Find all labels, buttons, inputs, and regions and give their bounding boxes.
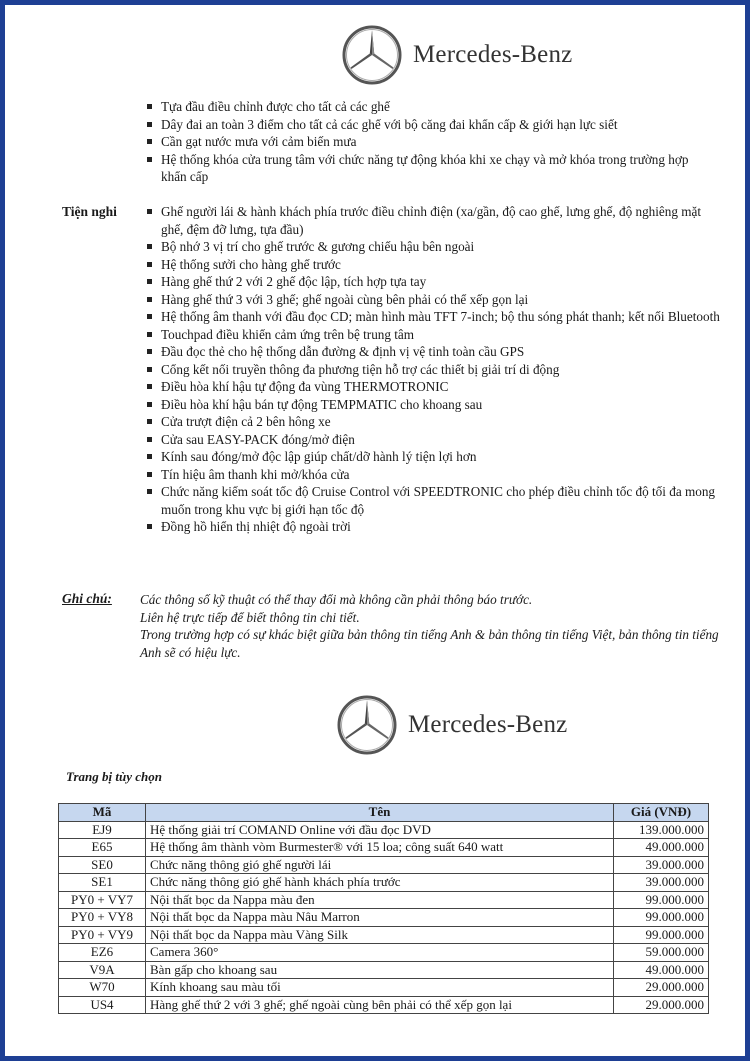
list-item	[147, 396, 722, 414]
header-code: Mã	[59, 804, 146, 822]
mercedes-star-icon	[341, 24, 403, 86]
cell-code: V9A	[59, 961, 146, 979]
list-item	[147, 151, 717, 186]
table-header-row	[59, 804, 709, 822]
list-item	[147, 98, 717, 116]
table-row	[59, 856, 709, 874]
list-item	[147, 133, 717, 151]
list-item-text: Điều hòa khí hậu tự động đa vùng THERMOTRONIC	[161, 379, 449, 394]
square-bullet-icon	[147, 139, 152, 144]
list-item	[147, 291, 722, 309]
safety-list	[147, 98, 717, 186]
note-body	[140, 591, 720, 661]
cell-name: Chức năng thông gió ghế người lái	[146, 856, 614, 874]
square-bullet-icon	[147, 419, 152, 424]
table-row	[59, 891, 709, 909]
list-item-text: Cổng kết nối truyền thông đa phương tiện hỗ trợ các thiết bị giải trí di động	[161, 361, 560, 377]
square-bullet-icon	[147, 367, 152, 372]
list-item-text: Kính sau đóng/mở độc lập giúp chất/dỡ hành lý tiện lợi hơn	[161, 449, 477, 464]
list-item	[147, 518, 722, 536]
options-table-body	[59, 821, 709, 1014]
header-price: Giá (VNĐ)	[614, 804, 709, 822]
list-item	[147, 413, 722, 431]
mercedes-star-icon	[336, 694, 398, 756]
list-item-text: Tựa đầu điều chỉnh được cho tất cả các ghế	[161, 99, 390, 114]
square-bullet-icon	[147, 332, 152, 337]
table-row	[59, 961, 709, 979]
cell-code: PY0 + VY7	[59, 891, 146, 909]
cell-price: 99.000.000	[614, 926, 709, 944]
square-bullet-icon	[147, 402, 152, 407]
table-row	[59, 979, 709, 997]
list-item	[147, 431, 722, 449]
list-item-text: Cần gạt nước mưa với cảm biến mưa	[161, 134, 357, 149]
cell-price: 29.000.000	[614, 979, 709, 997]
list-item	[147, 466, 722, 484]
cell-name: Hệ thống âm thành vòm Burmester® với 15 loa; công suất 640 watt	[146, 839, 614, 857]
list-item-text: Hệ thống âm thanh với đầu đọc CD; màn hình màu TFT 7-inch; bộ thu sóng phát thanh; kết nối Bluetooth	[161, 309, 720, 324]
list-item-text: Touchpad điều khiển cảm ứng trên bệ trung tâm	[161, 326, 415, 342]
comfort-list	[147, 203, 722, 536]
cell-code: PY0 + VY8	[59, 909, 146, 927]
list-item-text: Đồng hồ hiển thị nhiệt độ ngoài trời	[161, 519, 351, 534]
cell-code: SE0	[59, 856, 146, 874]
cell-code: E65	[59, 839, 146, 857]
cell-price: 49.000.000	[614, 839, 709, 857]
list-item	[147, 256, 722, 274]
cell-code: PY0 + VY9	[59, 926, 146, 944]
square-bullet-icon	[147, 122, 152, 127]
cell-price: 49.000.000	[614, 961, 709, 979]
cell-price: 29.000.000	[614, 996, 709, 1014]
list-item-text: Bộ nhớ 3 vị trí cho ghế trước & gương chiếu hậu bên ngoài	[161, 239, 475, 254]
square-bullet-icon	[147, 384, 152, 389]
square-bullet-icon	[147, 244, 152, 249]
brand-name: Mercedes-Benz	[413, 41, 573, 68]
list-item	[147, 238, 722, 256]
list-item	[147, 448, 722, 466]
square-bullet-icon	[147, 454, 152, 459]
list-item-text: Điều hòa khí hậu bán tự động TEMPMATIC cho khoang sau	[161, 396, 483, 412]
cell-name: Nội thất bọc da Nappa màu Nâu Marron	[146, 909, 614, 927]
table-row	[59, 874, 709, 892]
cell-code: EZ6	[59, 944, 146, 962]
cell-name: Camera 360°	[146, 944, 614, 962]
note-line: Liên hệ trực tiếp để biết thông tin chi tiết.	[140, 609, 360, 625]
square-bullet-icon	[147, 349, 152, 354]
options-title: Trang bị tùy chọn	[66, 769, 162, 784]
square-bullet-icon	[147, 437, 152, 442]
note-line: Trong trường hợp có sự khác biệt giữa bản thông tin tiếng Anh & bản thông tin tiếng Việt, bản thông tin tiếng Anh sẽ có hiệu lực.	[140, 627, 719, 660]
cell-name: Kính khoang sau màu tối	[146, 979, 614, 997]
list-item	[147, 326, 722, 344]
square-bullet-icon	[147, 524, 152, 529]
square-bullet-icon	[147, 489, 152, 494]
square-bullet-icon	[147, 314, 152, 319]
list-item-text: Cửa sau EASY-PACK đóng/mở điện	[161, 431, 355, 447]
list-item	[147, 308, 722, 326]
cell-price: 59.000.000	[614, 944, 709, 962]
list-item-text: Chức năng kiểm soát tốc độ Cruise Control với SPEEDTRONIC cho phép điều chỉnh tốc độ tối đa mong muốn trong khu vực bị giới hạn tốc độ	[161, 484, 716, 517]
cell-code: W70	[59, 979, 146, 997]
list-item-text: Cửa trượt điện cả 2 bên hông xe	[161, 414, 331, 429]
list-item	[147, 361, 722, 379]
note-label: Ghi chú:	[62, 591, 112, 606]
cell-name: Hàng ghế thứ 2 với 3 ghế; ghế ngoài cùng bên phải có thể xếp gọn lại	[146, 996, 614, 1014]
comfort-label: Tiện nghi	[62, 204, 117, 219]
cell-price: 39.000.000	[614, 856, 709, 874]
cell-name: Bàn gấp cho khoang sau	[146, 961, 614, 979]
cell-code: SE1	[59, 874, 146, 892]
list-item	[147, 378, 722, 396]
cell-price: 39.000.000	[614, 874, 709, 892]
list-item-text: Tín hiệu âm thanh khi mở/khóa cửa	[161, 466, 350, 482]
list-item	[147, 273, 722, 291]
list-item-text: Ghế người lái & hành khách phía trước điều chỉnh điện (xa/gần, độ cao ghế, lưng ghế, độ nghiêng mặt ghế, đệm đỡ lưng, tựa đầu)	[161, 204, 702, 237]
options-table	[58, 803, 709, 1014]
cell-name: Chức năng thông gió ghế hành khách phía trước	[146, 874, 614, 892]
list-item-text: Đầu đọc thẻ cho hệ thống dẫn đường & định vị vệ tinh toàn cầu GPS	[161, 344, 525, 359]
table-row	[59, 996, 709, 1014]
list-item-text: Hàng ghế thứ 3 với 3 ghế; ghế ngoài cùng bên phải có thể xếp gọn lại	[161, 291, 529, 307]
square-bullet-icon	[147, 157, 152, 162]
square-bullet-icon	[147, 262, 152, 267]
table-row	[59, 926, 709, 944]
table-row	[59, 821, 709, 839]
cell-name: Nội thất bọc da Nappa màu đen	[146, 891, 614, 909]
list-item-text: Hệ thống sưởi cho hàng ghế trước	[161, 256, 341, 272]
table-row	[59, 944, 709, 962]
square-bullet-icon	[147, 297, 152, 302]
cell-name: Nội thất bọc da Nappa màu Vàng Silk	[146, 926, 614, 944]
list-item	[147, 203, 722, 238]
brand-name: Mercedes-Benz	[408, 711, 568, 738]
list-item	[147, 483, 722, 518]
square-bullet-icon	[147, 104, 152, 109]
list-item-text: Dây đai an toàn 3 điểm cho tất cả các ghế với bộ căng đai khẩn cấp & giới hạn lực siết	[161, 116, 618, 132]
cell-price: 139.000.000	[614, 821, 709, 839]
list-item-text: Hệ thống khóa cửa trung tâm với chức năng tự động khóa khi xe chạy và mở khóa trong trường hợp khẩn cấp	[161, 151, 689, 184]
brand-logo-top	[341, 24, 572, 86]
square-bullet-icon	[147, 472, 152, 477]
square-bullet-icon	[147, 279, 152, 284]
note-line: Các thông số kỹ thuật có thể thay đổi mà không cần phải thông báo trước.	[140, 592, 533, 607]
cell-price: 99.000.000	[614, 909, 709, 927]
list-item	[147, 343, 722, 361]
square-bullet-icon	[147, 209, 152, 214]
table-row	[59, 909, 709, 927]
cell-code: EJ9	[59, 821, 146, 839]
list-item-text: Hàng ghế thứ 2 với 2 ghế độc lập, tích hợp tựa tay	[161, 274, 427, 289]
list-item	[147, 116, 717, 134]
table-row	[59, 839, 709, 857]
cell-name: Hệ thống giải trí COMAND Online với đầu đọc DVD	[146, 821, 614, 839]
cell-code: US4	[59, 996, 146, 1014]
header-name: Tên	[146, 804, 614, 822]
cell-price: 99.000.000	[614, 891, 709, 909]
brand-logo-bottom	[336, 694, 567, 756]
